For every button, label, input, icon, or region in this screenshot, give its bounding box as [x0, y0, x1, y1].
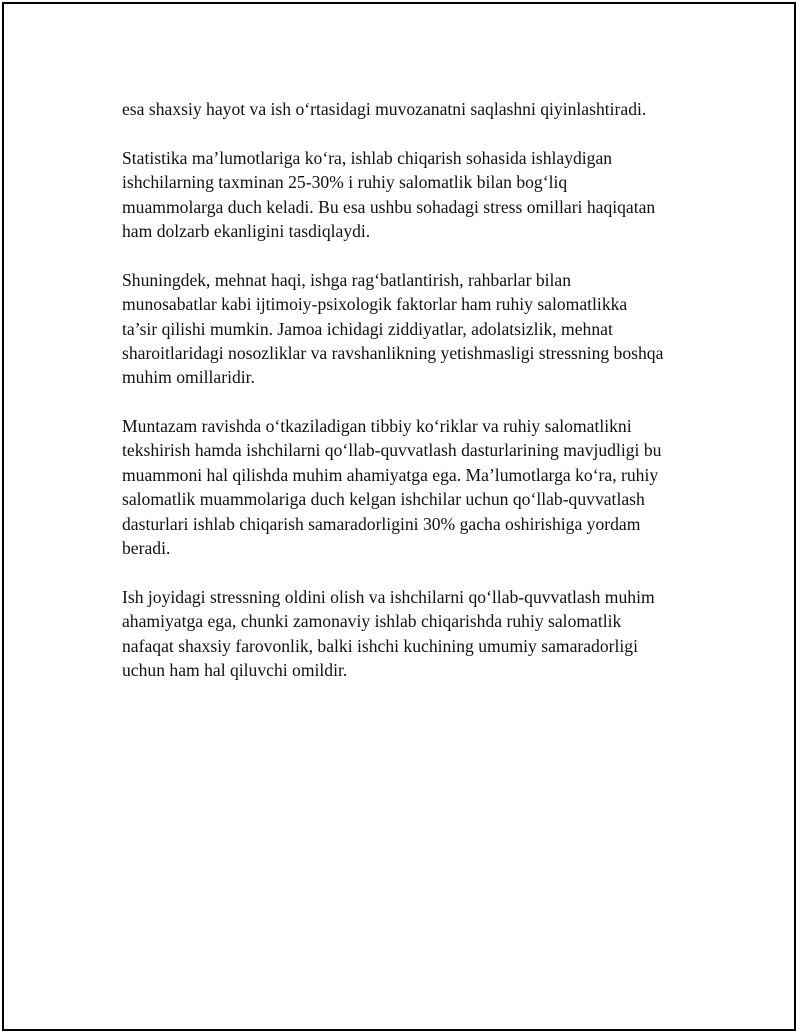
page-frame: [2, 2, 796, 1031]
text-line: sharoitlaridagi nosozliklar va ravshanlikning yetishmasligi stressning boshqa: [122, 342, 664, 363]
paragraph-1: [122, 97, 697, 121]
text-line: Ish joyidagi stressning oldini olish va ishchilarni qo‘llab-quvvatlash muhim: [122, 586, 655, 607]
paragraph-5: [122, 585, 697, 683]
text-line: Muntazam ravishda o‘tkaziladigan tibbiy ko‘riklar va ruhiy salomatlikni: [122, 416, 632, 437]
text-line: salomatlik muammolariga duch kelgan ishchilar uchun qo‘llab-quvvatlash: [122, 489, 645, 510]
text-line: nafaqat shaxsiy farovonlik, balki ishchi kuchining umumiy samaradorligi: [122, 635, 638, 656]
paragraph-3: [122, 268, 697, 390]
text-line: munosabatlar kabi ijtimoiy-psixologik faktorlar ham ruhiy salomatlikka: [122, 294, 628, 315]
text-line: muhim omillaridir.: [122, 367, 255, 388]
paragraph-2: [122, 146, 697, 244]
text-line: ta’sir qilishi mumkin. Jamoa ichidagi ziddiyatlar, adolatsizlik, mehnat: [122, 318, 613, 339]
text-line: tekshirish hamda ishchilarni qo‘llab-quvvatlash dasturlarining mavjudligi bu: [122, 440, 662, 461]
text-line: beradi.: [122, 538, 171, 559]
text-line: ham dolzarb ekanligini tasdiqlaydi.: [122, 220, 371, 241]
text-line: Statistika ma’lumotlariga ko‘ra, ishlab chiqarish sohasida ishlaydigan: [122, 147, 613, 168]
document-body: [122, 97, 697, 707]
paragraph-4: [122, 414, 697, 560]
text-line: muammoni hal qilishda muhim ahamiyatga ega. Ma’lumotlarga ko‘ra, ruhiy: [122, 464, 659, 485]
text-line: uchun ham hal qiluvchi omildir.: [122, 659, 348, 680]
text-line: ishchilarning taxminan 25-30% i ruhiy salomatlik bilan bog‘liq: [122, 172, 568, 193]
text-line: muammolarga duch keladi. Bu esa ushbu sohadagi stress omillari haqiqatan: [122, 196, 656, 217]
text-line: esa shaxsiy hayot va ish o‘rtasidagi muvozanatni saqlashni qiyinlashtiradi.: [122, 99, 647, 119]
text-line: dasturlari ishlab chiqarish samaradorligini 30% gacha oshirishiga yordam: [122, 513, 641, 534]
text-line: Shuningdek, mehnat haqi, ishga rag‘batlantirish, rahbarlar bilan: [122, 269, 572, 290]
text-line: ahamiyatga ega, chunki zamonaviy ishlab chiqarishda ruhiy salomatlik: [122, 611, 622, 632]
